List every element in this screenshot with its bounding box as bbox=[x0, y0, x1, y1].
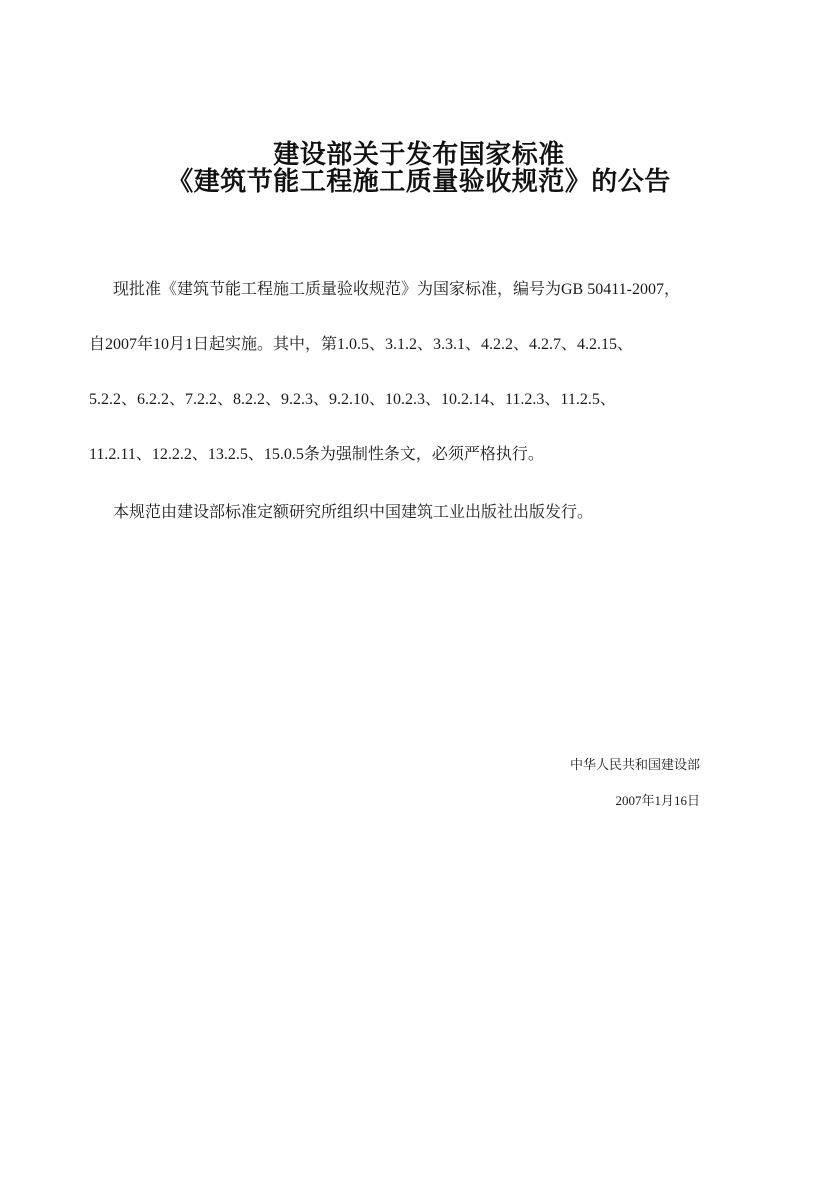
document-body bbox=[89, 262, 778, 540]
signature-organization: 中华人民共和国建设部 bbox=[569, 757, 700, 772]
document-title bbox=[0, 141, 838, 195]
title-line-1: 建设部关于发布国家标准 bbox=[273, 139, 565, 169]
title-line-2: 《建筑节能工程施工质量验收规范》的公告 bbox=[167, 166, 671, 196]
body-paragraph-1 bbox=[89, 262, 778, 482]
body-paragraph-2 bbox=[89, 485, 778, 540]
paragraph-1-line-2: 自2007年10月1日起实施。其中，第1.0.5、3.1.2、3.3.1、4.2.2、4.2.7、4.2.15、 bbox=[89, 336, 634, 353]
signature-block bbox=[570, 748, 700, 817]
paragraph-1-line-4: 11.2.11、12.2.2、13.2.5、15.0.5条为强制性条文，必须严格执行。 bbox=[89, 446, 544, 463]
paragraph-1-line-3: 5.2.2、6.2.2、7.2.2、8.2.2、9.2.3、9.2.10、10.2.3、10.2.14、11.2.3、11.2.5、 bbox=[89, 391, 616, 408]
paragraph-2-line-1: 本规范由建设部标准定额研究所组织中国建筑工业出版社出版发行。 bbox=[113, 504, 594, 521]
paragraph-1-line-1: 现批准《建筑节能工程施工质量验收规范》为国家标准，编号为GB 50411-2007， bbox=[113, 281, 680, 298]
signature-date: 2007年1月16日 bbox=[615, 793, 700, 808]
